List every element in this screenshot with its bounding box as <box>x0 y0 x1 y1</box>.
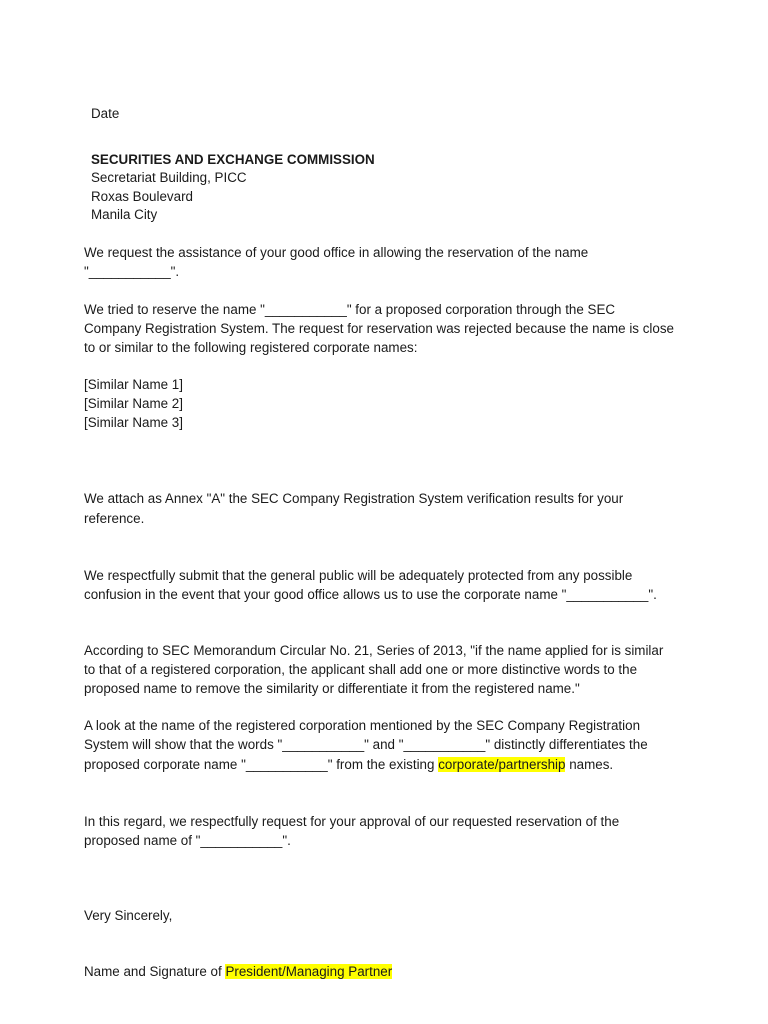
signature-line <box>84 962 392 981</box>
paragraph-annex-line-2: reference. <box>84 511 145 526</box>
highlight-corporate-partnership: corporate/partnership <box>438 757 566 772</box>
paragraph-annex-line-1: We attach as Annex "A" the SEC Company Registration System verification results for your <box>84 491 624 506</box>
addressee-org: SECURITIES AND EXCHANGE COMMISSION <box>91 152 375 167</box>
paragraph-approval-line-1: In this regard, we respectfully request for your approval of our requested reservation of the <box>84 814 620 829</box>
date-line: Date <box>91 106 120 121</box>
paragraph-request-line-1: We request the assistance of your good office in allowing the reservation of the name <box>84 245 589 260</box>
signature-prefix: Name and Signature of <box>84 964 226 979</box>
addressee-line-2: Roxas Boulevard <box>91 189 193 204</box>
similar-name-3: [Similar Name 3] <box>84 415 183 430</box>
paragraph-request-line-2: "___________". <box>84 264 180 279</box>
paragraph-attempt-line-1: We tried to reserve the name "___________" for a proposed corporation through the SEC <box>84 302 616 317</box>
paragraph-submit-line-2: confusion in the event that your good office allows us to use the corporate name "___________". <box>84 587 657 602</box>
paragraph-circular-line-1: According to SEC Memorandum Circular No. 21, Series of 2013, "if the name applied for is similar <box>84 643 664 658</box>
similar-name-2: [Similar Name 2] <box>84 396 183 411</box>
closing-line: Very Sincerely, <box>84 908 173 923</box>
paragraph-submit-line-1: We respectfully submit that the general public will be adequately protected from any possible <box>84 568 633 583</box>
paragraph-attempt-line-2: Company Registration System. The request for reservation was rejected because the name is close <box>84 321 674 336</box>
similar-name-1: [Similar Name 1] <box>84 377 183 392</box>
comparison-text-suffix: names. <box>565 757 614 772</box>
paragraph-comparison-line-1: A look at the name of the registered corporation mentioned by the SEC Company Registration <box>84 718 641 733</box>
comparison-text-prefix: proposed corporate name "___________" from the existing <box>84 757 439 772</box>
paragraph-circular-line-2: to that of a registered corporation, the applicant shall add one or more distinctive words to the <box>84 662 638 677</box>
paragraph-circular-line-3: proposed name to remove the similarity or differentiate it from the registered name." <box>84 681 580 696</box>
highlight-president-managing-partner: President/Managing Partner <box>225 964 393 979</box>
paragraph-comparison-line-2: System will show that the words "___________" and "___________" distinctly differentiates the <box>84 737 648 752</box>
addressee-line-1: Secretariat Building, PICC <box>91 170 247 185</box>
addressee-line-3: Manila City <box>91 207 158 222</box>
paragraph-approval-line-2: proposed name of "___________". <box>84 833 291 848</box>
paragraph-comparison-line-3 <box>84 755 613 774</box>
paragraph-attempt-line-3: to or similar to the following registered corporate names: <box>84 340 418 355</box>
